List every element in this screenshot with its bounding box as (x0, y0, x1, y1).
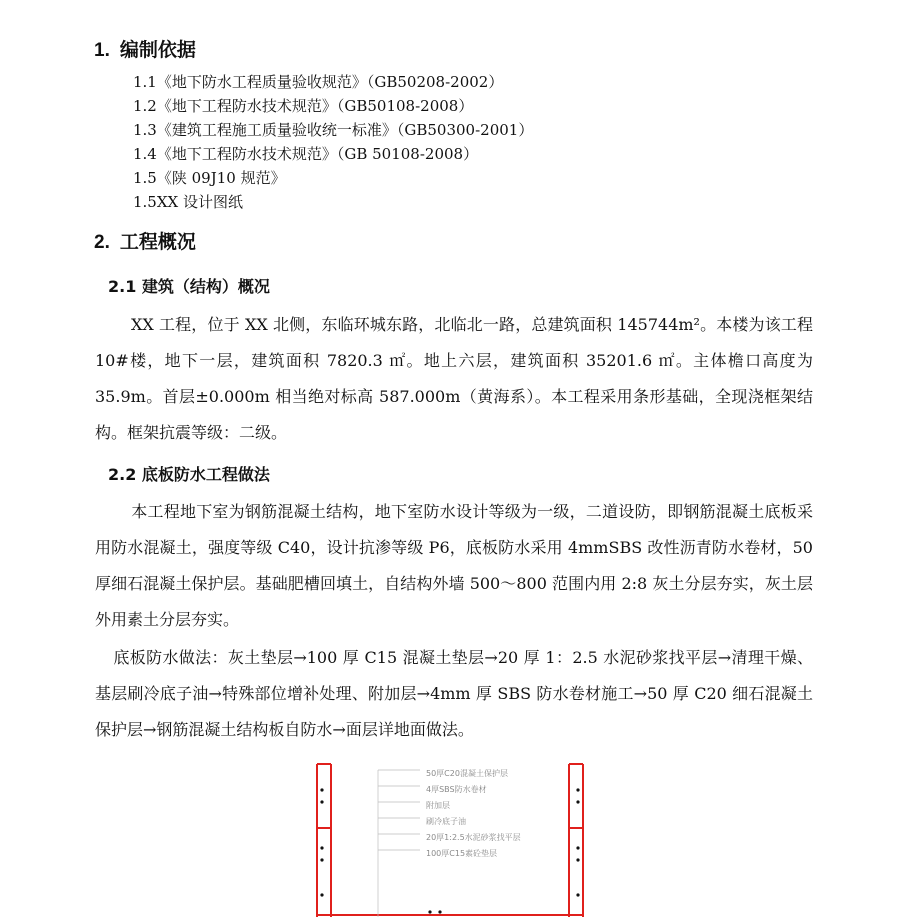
subsection-2-1-title: 2.1 建筑（结构）概况 (108, 277, 270, 296)
label-cushion-layer: 100厚C15素砼垫层 (426, 849, 498, 858)
overview-paragraph (95, 307, 813, 451)
drawing-svg (300, 760, 600, 917)
section1-number: 1. (94, 40, 110, 61)
ref-item-4: 1.4《地下工程防水技术规范》（GB 50108-2008） (133, 145, 479, 163)
waterproof-section-drawing (300, 760, 600, 917)
label-additional-layer: 附加层 (426, 801, 450, 810)
label-primer: 刷冷底子油 (426, 817, 466, 826)
waterproof-paragraph (95, 494, 813, 638)
section2-number: 2. (94, 232, 110, 253)
method-text: 底板防水做法：灰土垫层→100 厚 C15 混凝土垫层→20 厚 1：2.5 水泥砂浆找平层→清理干燥、基层刷冷底子油→特殊部位增补处理、附加层→4mm 厚 SBS 防水卷材施工→50 厚 C20 细石混凝土保护层→钢筋混凝土结构板自防水→面层详地面做法。 (95, 648, 813, 739)
label-leveling-layer: 20厚1:2.5水泥砂浆找平层 (426, 833, 521, 842)
method-paragraph (95, 640, 813, 748)
section2-heading (94, 227, 196, 254)
waterproof-text: 本工程地下室为钢筋混凝土结构，地下室防水设计等级为一级，二道设防，即钢筋混凝土底板采用防水混凝土，强度等级 C40，设计抗渗等级 P6，底板防水采用 4mmSBS 改性沥青防水卷材，50 厚细石混凝土保护层。基础肥槽回填土，自结构外墙 500～800 范围内用 2:8 灰土分层夯实，灰土层外用素土分层夯实。 (95, 502, 813, 629)
subsection-2-2-title: 2.2 底板防水工程做法 (108, 465, 270, 484)
ref-item-3: 1.3《建筑工程施工质量验收统一标准》（GB50300-2001） (133, 121, 534, 139)
overview-text: XX 工程，位于 XX 北侧，东临环城东路，北临北一路，总建筑面积 145744m²。本楼为该工程 10#楼，地下一层，建筑面积 7820.3 ㎡。地上六层，建筑面积 35201.6 ㎡。主体檐口高度为 35.9m。首层±0.000m 相当绝对标高 587.000m（黄海系）。本工程采用条形基础，全现浇框架结构。框架抗震等级：二级。 (95, 315, 813, 442)
section2-title: 工程概况 (119, 231, 196, 253)
section1-heading (94, 35, 196, 62)
ref-item-2: 1.2《地下工程防水技术规范》（GB50108-2008） (133, 97, 474, 115)
ref-item-6: 1.5XX 设计图纸 (133, 193, 243, 211)
ref-item-1: 1.1《地下防水工程质量验收规范》（GB50208-2002） (133, 73, 504, 91)
section1-title: 编制依据 (119, 39, 196, 61)
label-protective-layer: 50厚C20混凝土保护层 (426, 769, 508, 778)
label-sbs-membrane: 4厚SBS防水卷材 (426, 785, 487, 794)
leader-lines (378, 770, 420, 917)
ref-item-5: 1.5《陕 09J10 规范》 (133, 169, 286, 187)
